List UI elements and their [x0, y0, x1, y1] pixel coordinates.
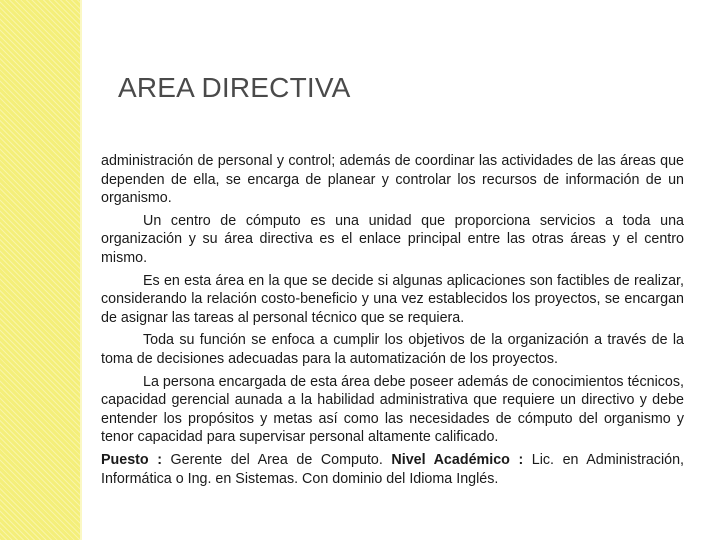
job-info [101, 451, 684, 488]
paragraph-2: Un centro de cómputo es una unidad que proporciona servicios a toda una organización y su área directiva es el enlace principal entre las otras áreas y el centro mismo. [101, 212, 684, 266]
paragraph-4: Toda su función se enfoca a cumplir los objetivos de la organización a través de la toma de decisiones adecuadas para la automatización de los proyectos. [101, 332, 684, 367]
puesto-value: Gerente del Area de Computo. [162, 451, 392, 468]
nivel-label: Nivel Académico : [391, 451, 524, 468]
paragraph-5: La persona encargada de esta área debe poseer además de conocimientos técnicos, capacidad gerencial aunada a la habilidad administrativa que requiere un directivo y debe entender los propósitos y metas así como las necesidades de cómputo del organismo y tenor capacidad para supervisar personal altamente calificado. [101, 373, 684, 446]
decorative-side-band [0, 0, 80, 540]
paragraph-3: Es en esta área en la que se decide si algunas aplicaciones son factibles de realizar, considerando la relación costo-beneficio y una vez establecidos los proyectos, se encargan de asignar las tareas al personal técnico que se requiera. [101, 272, 684, 326]
nivel-value: Lic. en Administración, Informática o Ing. en Sistemas. Con dominio del Idioma Inglés. [101, 451, 684, 487]
slide-body [101, 152, 684, 488]
puesto-label: Puesto : [101, 451, 162, 468]
slide-title: AREA DIRECTIVA [118, 72, 351, 103]
side-band-edge [80, 0, 82, 540]
paragraph-1: administración de personal y control; además de coordinar las actividades de las áreas que dependen de ella, se encarga de planear y controlar los recursos de información de un organismo. [101, 153, 684, 207]
